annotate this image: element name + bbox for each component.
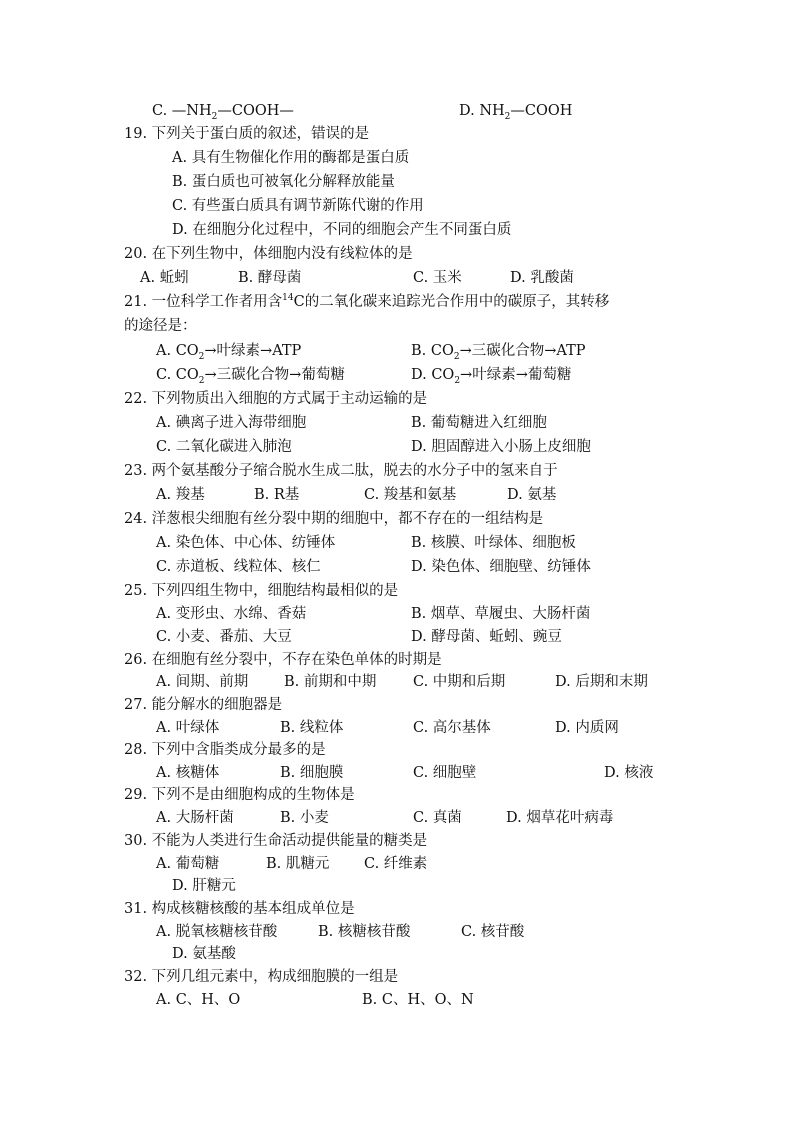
q20-option-c: C. 玉米 [413,270,462,286]
q21-option-d: D. $CO_2\to$叶绿素→葡萄糖 [411,367,572,386]
q24-stem: 24. 洋葱根尖细胞有丝分裂中期的细胞中，都不存在的一组结构是 [124,511,544,527]
q23-stem: 23. 两个氨基酸分子缩合脱水生成二肽，脱去的水分子中的氢来自于 [124,463,558,479]
q19-option-b: B. 蛋白质也可被氧化分解释放能量 [172,174,395,190]
q28-stem: 28. 下列中含脂类成分最多的是 [124,742,326,758]
q29-option-a: A. 大肠杆菌 [156,810,234,826]
q22-option-c: C. 二氧化碳进入肺泡 [156,439,292,455]
q25-option-d: D. 酵母菌、蚯蚓、豌豆 [411,629,562,645]
q24-option-a: A. 染色体、中心体、纺锤体 [156,535,336,551]
q24-option-b: B. 核膜、叶绿体、细胞板 [411,535,576,551]
q27-option-b: B. 线粒体 [280,720,344,736]
q25-option-c: C. 小麦、番茄、大豆 [156,629,292,645]
q24-option-c: C. 赤道板、线粒体、核仁 [156,559,321,575]
q30-option-b: B. 肌糖元 [266,856,330,872]
q21-option-a: A. $CO_2\to$叶绿素→ATP [156,343,302,362]
q27-stem: 27. 能分解水的细胞器是 [124,697,283,713]
q32-option-b: B. C、H、O、N [362,992,474,1008]
q28-option-a: A. 核糖体 [156,765,220,781]
q32-stem: 32. 下列几组元素中，构成细胞膜的一组是 [124,969,399,985]
q19-option-d: D. 在细胞分化过程中，不同的细胞会产生不同蛋白质 [172,222,512,238]
q29-option-d: D. 烟草花叶病毒 [506,810,614,826]
q18-option-c: C. $—NH_2—COOH—$ [152,103,294,122]
q28-option-c: C. 细胞壁 [413,765,477,781]
q23-option-b: B. R基 [254,487,300,503]
q30-option-d: D. 肝糖元 [172,878,236,894]
q22-stem: 22. 下列物质出入细胞的方式属于主动运输的是 [124,391,428,407]
q22-option-b: B. 葡萄糖进入红细胞 [411,415,547,431]
q31-option-b: B. 核糖核苷酸 [318,924,411,940]
q21-stem: 21. 一位科学工作者用含$^{14}$C的二氧化碳来追踪光合作用中的碳原子，其转移 [124,293,610,310]
q21-option-b: B. $CO_2\to$三碳化合物→ATP [411,343,586,362]
q27-option-d: D. 内质网 [555,720,619,736]
q23-option-d: D. 氨基 [507,487,557,503]
q20-option-b: B. 酵母菌 [238,270,302,286]
q26-option-d: D. 后期和末期 [555,674,648,690]
q27-option-a: A. 叶绿体 [156,720,220,736]
q19-stem: 19. 下列关于蛋白质的叙述，错误的是 [124,126,370,142]
q29-option-c: C. 真菌 [413,810,462,826]
q29-stem: 29. 下列不是由细胞构成的生物体是 [124,787,355,803]
q26-stem: 26. 在细胞有丝分裂中，不存在染色单体的时期是 [124,652,442,668]
q20-option-d: D. 乳酸菌 [510,270,574,286]
q19-option-c: C. 有些蛋白质具有调节新陈代谢的作用 [172,198,424,214]
q21-stem-continued: 的途径是： [124,318,197,334]
q30-option-a: A. 葡萄糖 [156,856,220,872]
q31-option-a: A. 脱氧核糖核苷酸 [156,924,278,940]
q29-option-b: B. 小麦 [280,810,329,826]
q31-option-d: D. 氨基酸 [172,946,236,962]
q25-stem: 25. 下列四组生物中，细胞结构最相似的是 [124,583,399,599]
q28-option-d: D. 核液 [604,765,654,781]
q20-option-a: A. 蚯蚓 [140,270,189,286]
q23-option-c: C. 羧基和氨基 [364,487,457,503]
q20-stem: 20. 在下列生物中，体细胞内没有线粒体的是 [124,246,413,262]
q25-option-b: B. 烟草、草履虫、大肠杆菌 [411,606,591,622]
q19-option-a: A. 具有生物催化作用的酶都是蛋白质 [172,150,410,166]
q26-option-b: B. 前期和中期 [284,674,377,690]
q22-option-d: D. 胆固醇进入小肠上皮细胞 [411,439,591,455]
q26-option-c: C. 中期和后期 [413,674,506,690]
q27-option-c: C. 高尔基体 [413,720,491,736]
q22-option-a: A. 碘离子进入海带细胞 [156,415,307,431]
q23-option-a: A. 羧基 [156,487,205,503]
q30-stem: 30. 不能为人类进行生命活动提供能量的糖类是 [124,833,428,849]
q26-option-a: A. 间期、前期 [156,674,249,690]
q18-option-d: D. $NH_2—COOH$ [459,103,573,122]
q21-option-c: C. $CO_2\to$三碳化合物→葡萄糖 [156,367,345,386]
q31-option-c: C. 核苷酸 [461,924,525,940]
q28-option-b: B. 细胞膜 [280,765,344,781]
q24-option-d: D. 染色体、细胞壁、纺锤体 [411,559,591,575]
q32-option-a: A. C、H、O [156,992,241,1008]
q30-option-c: C. 纤维素 [364,856,428,872]
q31-stem: 31. 构成核糖核酸的基本组成单位是 [124,901,355,917]
q25-option-a: A. 变形虫、水绵、香菇 [156,606,307,622]
